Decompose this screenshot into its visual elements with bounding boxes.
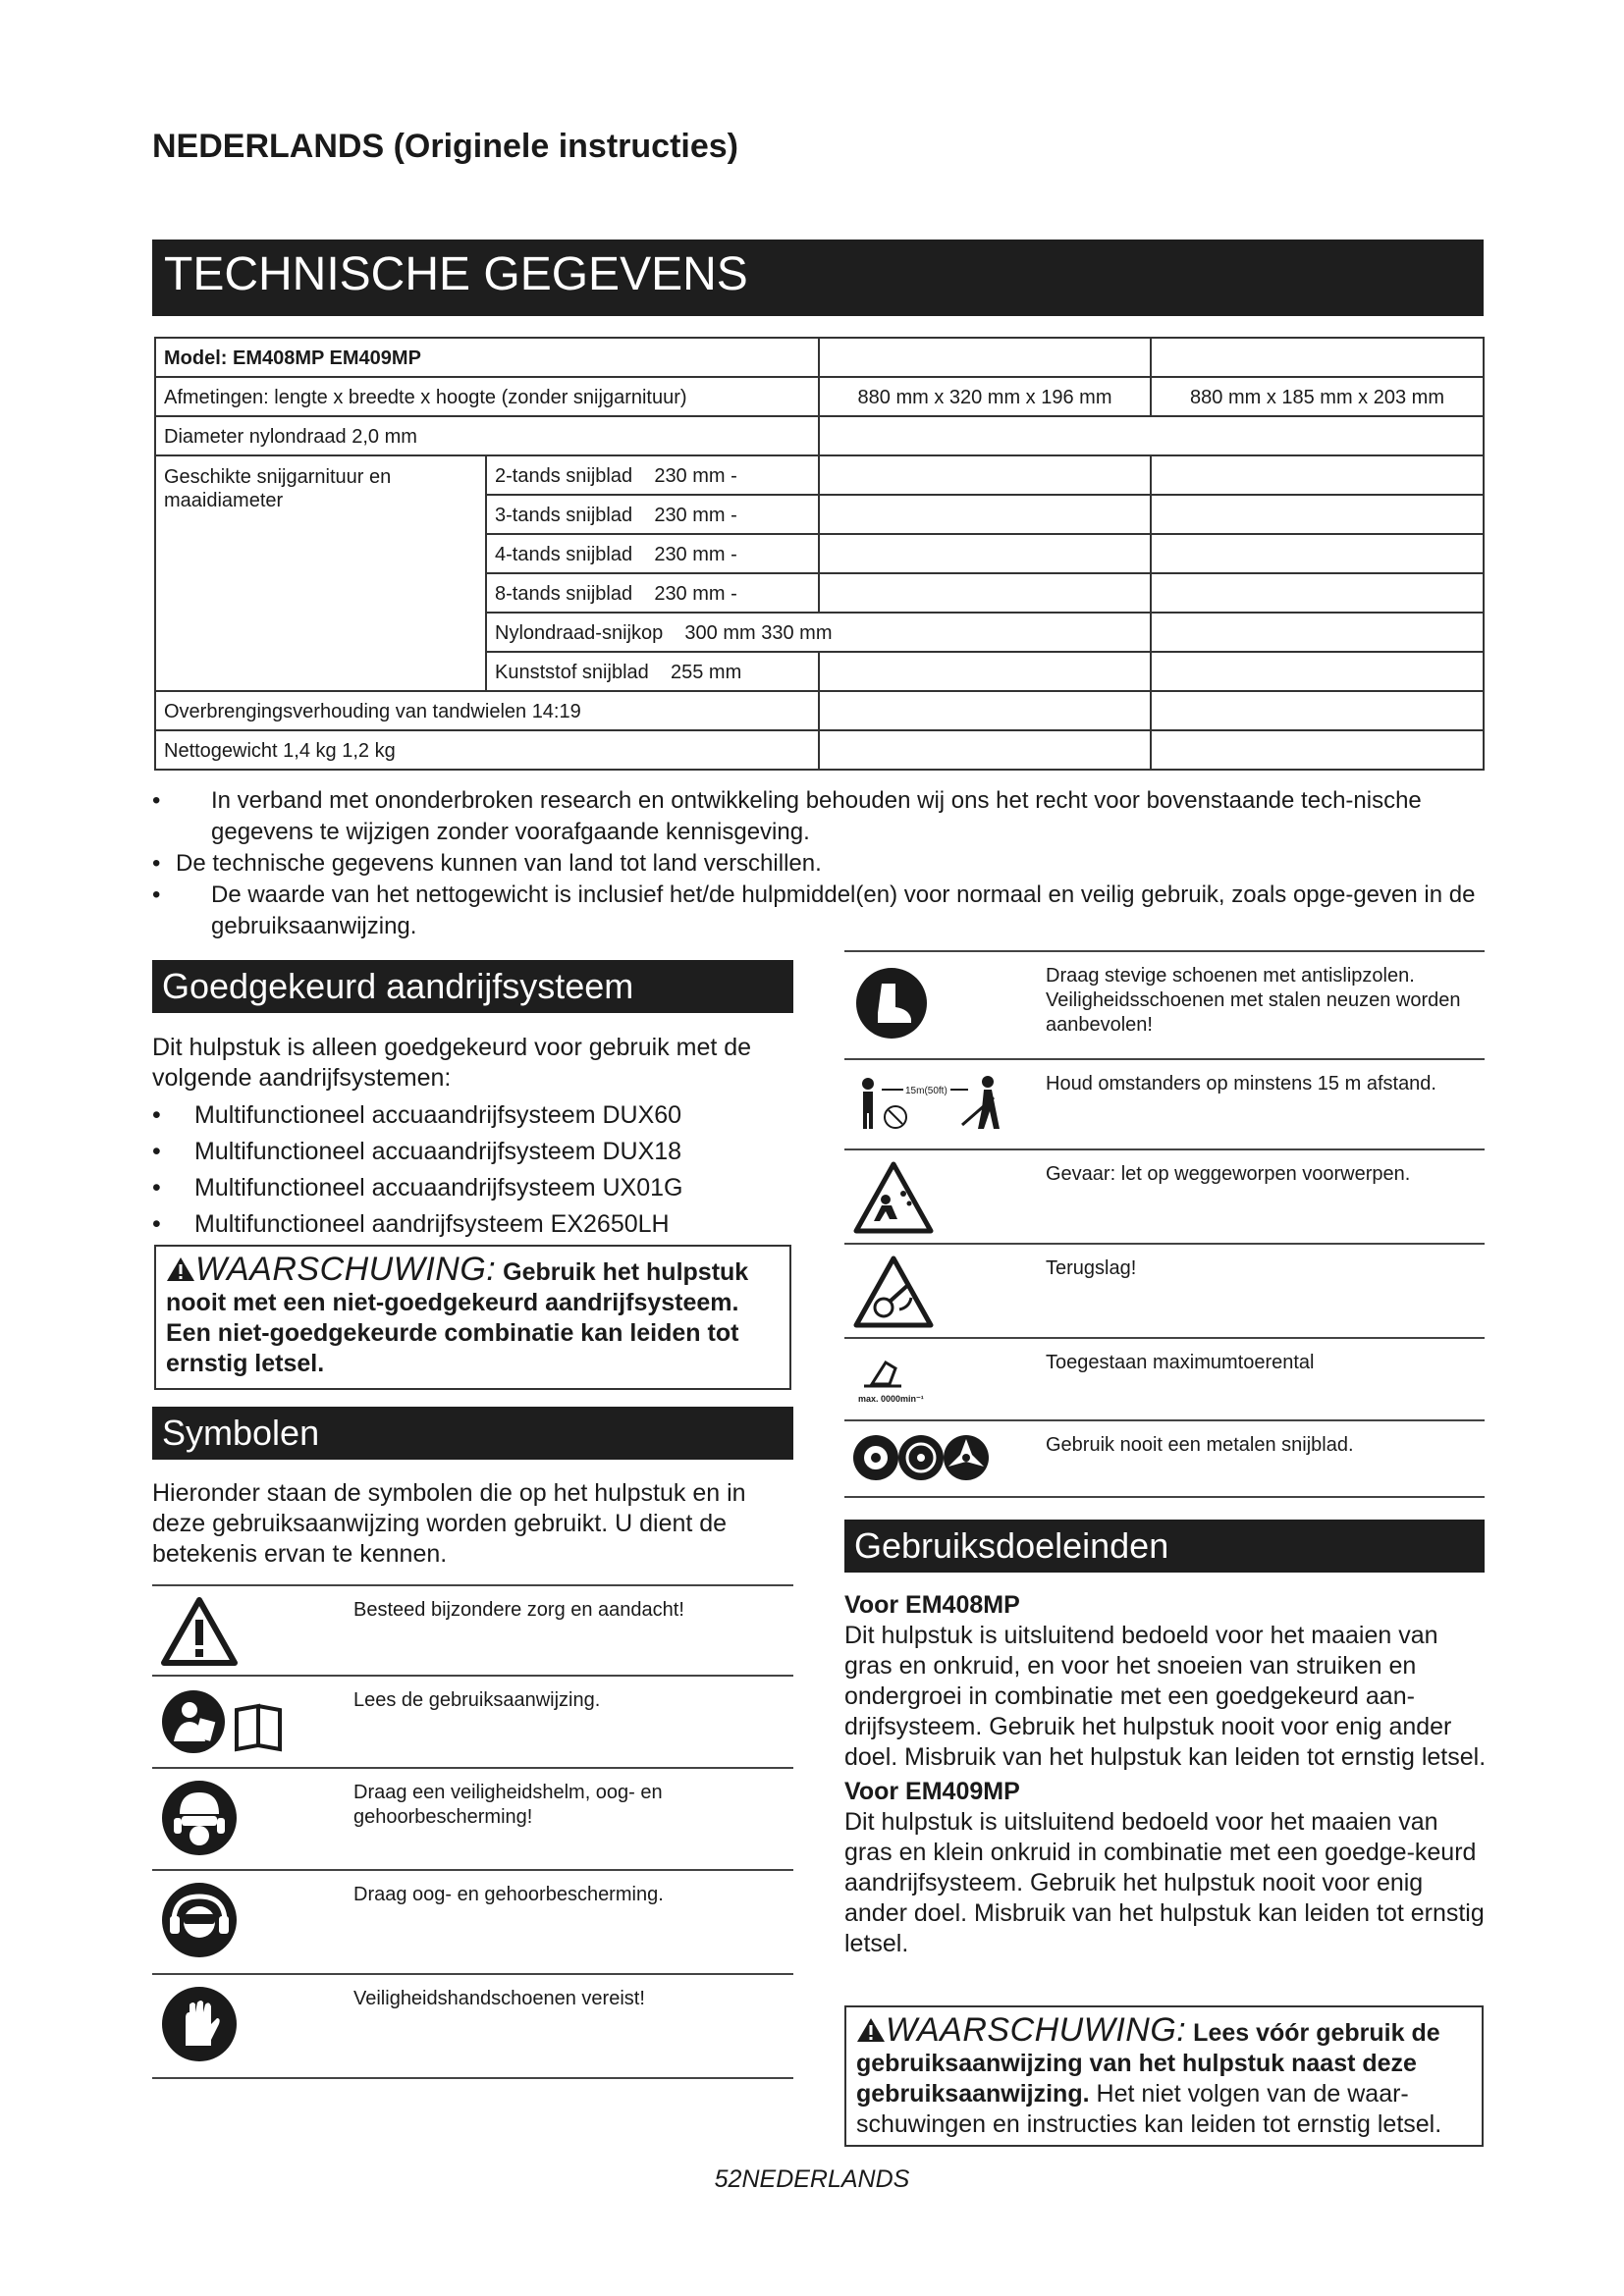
empty-cell <box>819 730 1151 770</box>
empty-cell <box>819 416 1484 455</box>
warning-text: Gebruik het hulpstuk nooit met een niet-goedgekeurd aandrijfsysteem. Een niet-goedgekeurde combinatie kan leiden tot ernstig letsel. <box>166 1258 749 1377</box>
empty-cell <box>819 691 1151 730</box>
symbol-description: Draag stevige schoenen met antislipzolen. Veiligheidsschoenen met stalen neuzen worden aanbevolen! <box>1046 965 1461 1036</box>
em409-subheading: Voor EM409MP <box>844 1778 1020 1805</box>
table-row <box>155 730 1484 770</box>
intended-use-heading: Gebruiksdoeleinden <box>844 1520 1485 1573</box>
empty-cell <box>819 573 1151 613</box>
list-item: • Multifunctioneel accuaandrijfsysteem DUX60 <box>152 1101 682 1129</box>
symbol-description: Draag oog- en gehoorbescherming. <box>353 1884 664 1905</box>
symbols-heading: Symbolen <box>152 1407 793 1460</box>
blade-4-cell: 4-tands snijblad 230 mm - <box>486 534 819 573</box>
technical-data-banner: TECHNISCHE GEGEVENS <box>152 240 1484 316</box>
nylon-head-cell: Nylondraad-snijkop 300 mm 330 mm <box>486 613 1151 652</box>
approved-system-heading: Goedgekeurd aandrijfsysteem <box>152 960 793 1013</box>
symbol-description: Toegestaan maximumtoerental <box>1046 1352 1315 1373</box>
list-item: • Multifunctioneel accuaandrijfsysteem DUX18 <box>152 1138 682 1165</box>
empty-cell <box>1151 534 1484 573</box>
list-item: • Multifunctioneel accuaandrijfsysteem UX01G <box>152 1174 683 1201</box>
em409-paragraph: Dit hulpstuk is uitsluitend bedoeld voor het maaien van gras en klein onkruid in combinatie met een goedge-keurd aandrijfsysteem. Gebruik het hulpstuk nooit voor enig ander doel. Misbruik van het hulpstuk kan leiden tot ernstig letsel. <box>844 1808 1485 1957</box>
safety-boots-icon <box>852 962 931 1041</box>
table-bottom-rule <box>152 2077 793 2079</box>
plastic-blade-cell: Kunststof snijblad 255 mm <box>486 652 819 691</box>
warning-triangle-icon <box>166 1256 195 1282</box>
empty-cell <box>1151 495 1484 534</box>
table-row <box>152 1675 793 1767</box>
table-row <box>844 1337 1485 1419</box>
kickback-warning-icon <box>852 1255 935 1329</box>
table-row <box>155 416 1484 455</box>
table-row <box>844 1058 1485 1148</box>
empty-cell <box>1151 691 1484 730</box>
table-row <box>152 1584 793 1675</box>
symbols-table-left <box>152 1584 793 2079</box>
svg-text:15m(50ft): 15m(50ft) <box>905 1086 947 1096</box>
spec-table <box>154 337 1485 771</box>
caution-triangle-icon <box>160 1596 239 1667</box>
table-row <box>844 1419 1485 1496</box>
list-item: • Multifunctioneel aandrijfsysteem EX2650LH <box>152 1210 670 1238</box>
table-row <box>155 377 1484 416</box>
read-manual-icon <box>160 1686 317 1755</box>
tech-notes <box>152 785 1488 942</box>
empty-cell <box>819 534 1151 573</box>
symbol-description: Lees de gebruiksaanwijzing. <box>353 1689 601 1711</box>
table-row <box>152 1767 793 1869</box>
empty-cell <box>1151 652 1484 691</box>
symbol-description: Gebruik nooit een metalen snijblad. <box>1046 1434 1354 1456</box>
empty-cell <box>1151 573 1484 613</box>
em408-subheading: Voor EM408MP <box>844 1591 1020 1619</box>
gear-ratio-cell: Overbrengingsverhouding van tandwielen 14:19 <box>155 691 819 730</box>
symbol-description: Draag een veiligheidshelm, oog- en gehoorbescherming! <box>353 1782 663 1828</box>
list-item: • De waarde van het nettogewicht is inclusief het/de hulpmiddel(en) voor normaal en veilig gebruik, zoals opge-geven in de gebruiksaanwijzing. <box>152 881 1476 939</box>
table-row <box>844 1243 1485 1337</box>
symbols-intro: Hieronder staan de symbolen die op het hulpstuk en in deze gebruiksaanwijzing worden gebruikt. U dient de betekenis ervan te kennen. <box>152 1479 746 1568</box>
empty-cell <box>819 338 1151 377</box>
blade-3-cell: 3-tands snijblad 230 mm - <box>486 495 819 534</box>
warning-text: Het niet volgen van de waar-schuwingen en instructies kan leiden tot ernstig letsel. <box>856 2080 1442 2138</box>
warning-box-manual <box>844 2005 1484 2147</box>
dimensions-label: Afmetingen: lengte x breedte x hoogte (zonder snijgarnituur) <box>155 377 819 416</box>
blade-2-cell: 2-tands snijblad 230 mm - <box>486 455 819 495</box>
list-item: • In verband met ononderbroken research en ontwikkeling behouden wij ons het recht voor bovenstaande tech-nische gegevens te wijzigen zonder voorafgaande kennisgeving. <box>152 787 1422 845</box>
table-row <box>844 1148 1485 1243</box>
symbol-description: Besteed bijzondere zorg en aandacht! <box>353 1599 684 1621</box>
warning-bold-text: Lees vóór gebruik de gebruiksaanwijzing van het hulpstuk naast deze gebruiksaanwijzing. <box>856 2019 1440 2108</box>
empty-cell <box>819 495 1151 534</box>
empty-cell <box>1151 730 1484 770</box>
warning-triangle-icon <box>856 2017 886 2043</box>
warning-box-approved <box>154 1245 791 1390</box>
approved-intro: Dit hulpstuk is alleen goedgekeurd voor gebruik met de volgende aandrijfsystemen: <box>152 1034 752 1092</box>
dimensions-em409: 880 mm x 185 mm x 203 mm <box>1151 377 1484 416</box>
warning-label: WAARSCHUWING: <box>195 1251 497 1288</box>
warning-label: WAARSCHUWING: <box>886 2011 1187 2049</box>
empty-cell <box>1151 455 1484 495</box>
list-item: • De technische gegevens kunnen van land tot land verschillen. <box>152 850 822 877</box>
page-footer: 52NEDERLANDS <box>714 2165 910 2193</box>
table-row <box>152 1973 793 2077</box>
table-row <box>844 950 1485 1058</box>
symbols-table-right <box>844 950 1485 1498</box>
empty-cell <box>819 455 1151 495</box>
em408-paragraph: Dit hulpstuk is uitsluitend bedoeld voor het maaien van gras en onkruid, en voor het snoeien van struiken en ondergroei in combinatie met een goedgekeurd aan-drijfsysteem. Gebruik het hulpstuk nooit voor enig ander doel. Misbruik van het hulpstuk kan leiden tot ernstig letsel. <box>844 1622 1487 1771</box>
dimensions-em408: 880 mm x 320 mm x 196 mm <box>819 377 1151 416</box>
empty-cell <box>1151 338 1484 377</box>
blade-8-cell: 8-tands snijblad 230 mm - <box>486 573 819 613</box>
symbol-description: Terugslag! <box>1046 1257 1137 1279</box>
svg-text:max. 0000min⁻¹: max. 0000min⁻¹ <box>858 1394 924 1404</box>
helmet-eye-ear-protection-icon <box>160 1779 239 1857</box>
intended-use-text <box>844 1590 1492 1959</box>
empty-cell <box>819 652 1151 691</box>
nylon-diameter-cell: Diameter nylondraad 2,0 mm <box>155 416 819 455</box>
symbol-description: Veiligheidshandschoenen vereist! <box>353 1988 645 2009</box>
symbol-description: Houd omstanders op minstens 15 m afstand. <box>1046 1073 1436 1095</box>
thrown-objects-hazard-icon <box>852 1160 935 1235</box>
table-row <box>155 455 1484 495</box>
table-row <box>155 338 1484 377</box>
symbol-description: Gevaar: let op weggeworpen voorwerpen. <box>1046 1163 1411 1185</box>
max-speed-icon <box>852 1349 931 1414</box>
safety-gloves-icon <box>160 1985 239 2063</box>
page-language-title: NEDERLANDS (Originele instructies) <box>152 128 738 165</box>
table-bottom-rule <box>844 1496 1485 1498</box>
net-weight-cell: Nettogewicht 1,4 kg 1,2 kg <box>155 730 819 770</box>
table-row <box>155 691 1484 730</box>
table-row <box>152 1869 793 1973</box>
cutting-label-cell: Geschikte snijgarnituur en maaidiameter <box>155 455 486 691</box>
keep-bystanders-away-icon <box>852 1070 1009 1135</box>
eye-ear-protection-icon <box>160 1881 239 1959</box>
empty-cell <box>1151 613 1484 652</box>
model-cell: Model: EM408MP EM409MP <box>155 338 819 377</box>
no-metal-blade-icon <box>852 1431 1000 1484</box>
approved-system-list <box>152 1097 790 1243</box>
